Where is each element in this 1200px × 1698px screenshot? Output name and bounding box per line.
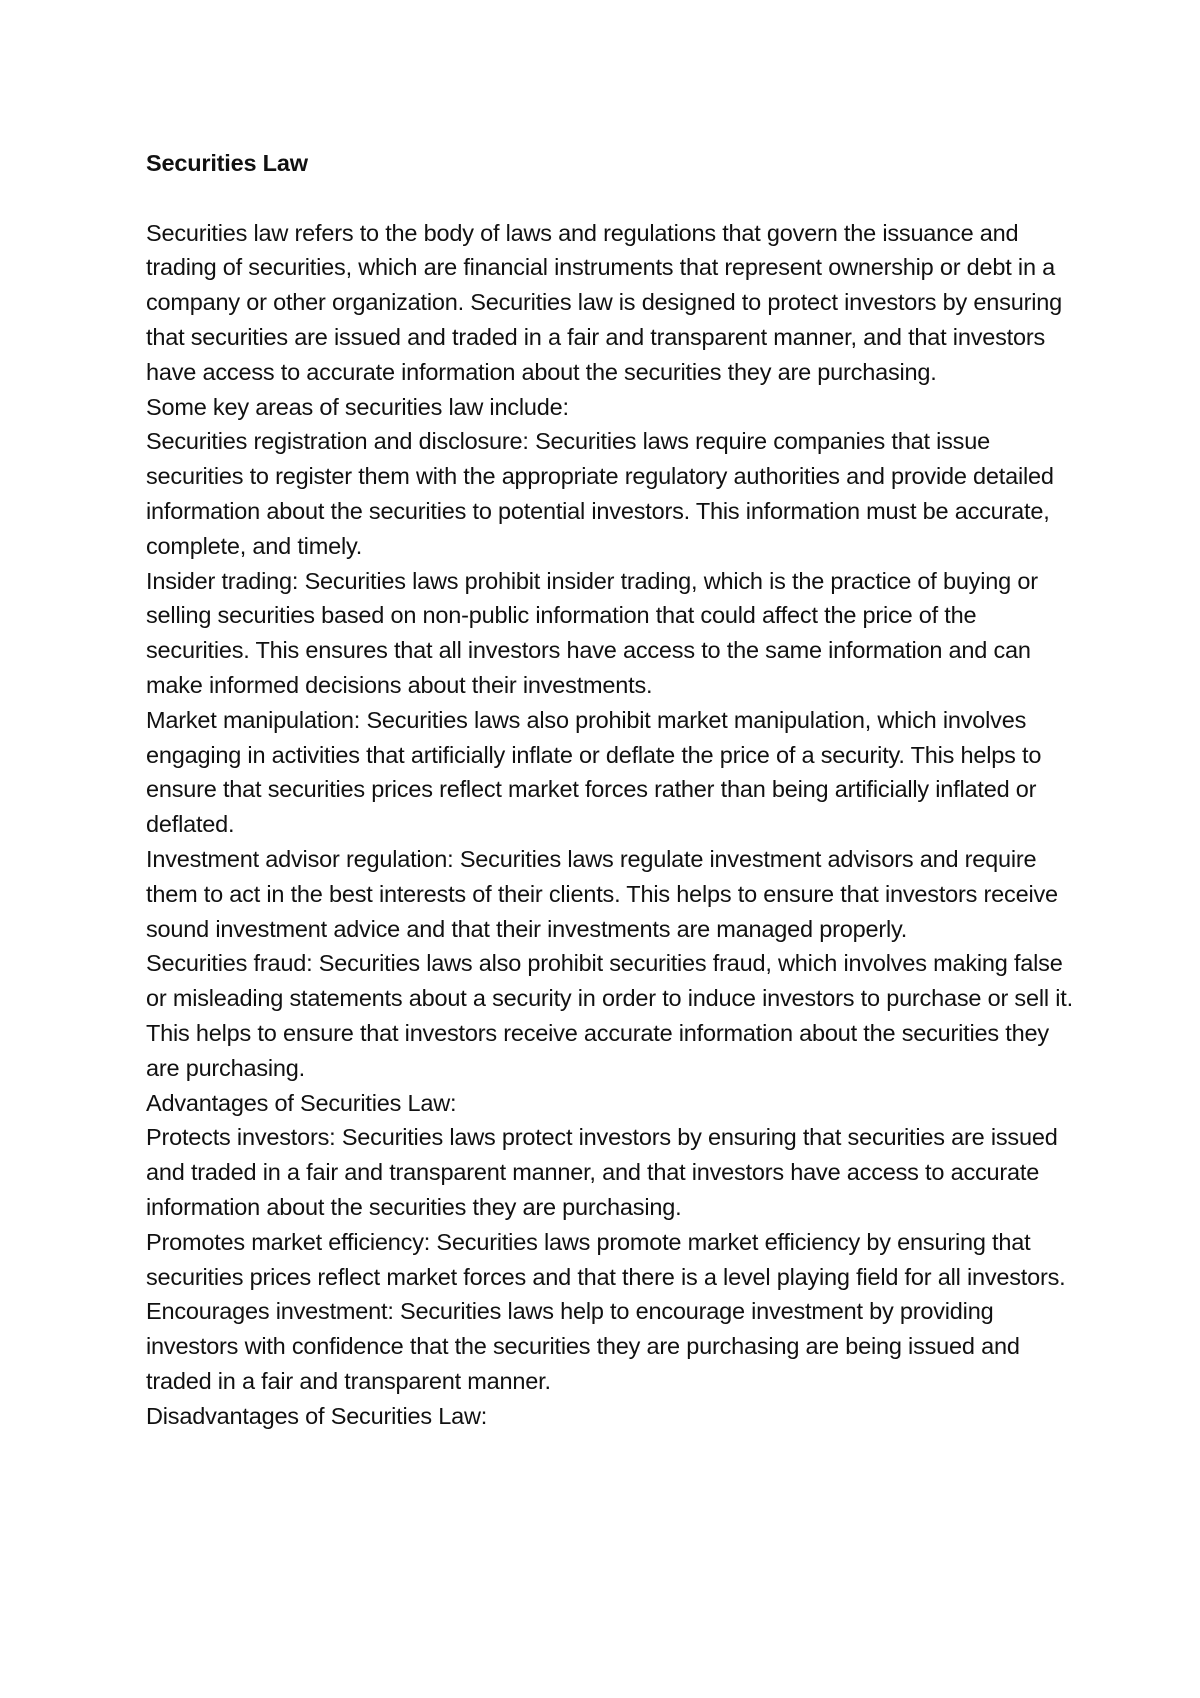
paragraph-market-manipulation: Market manipulation: Securities laws also prohibit market manipulation, which involves engaging in activities that artificially inflate or deflate the price of a security. This helps to ensure that securities prices reflect market forces rather than being artificially inflated or deflated.	[146, 706, 1042, 838]
paragraph-intro: Securities law refers to the body of laws and regulations that govern the issuance and trading of securities, which are financial instruments that represent ownership or debt in a company or other organization. Securities law is designed to protect investors by ensuring that securities are issued and traded in a fair and transparent manner, and that investors have access to accurate information about the securities they are purchasing.	[146, 219, 1062, 385]
paragraph-securities-fraud: Securities fraud: Securities laws also prohibit securities fraud, which involves making false or misleading statements about a security in order to induce investors to purchase or sell it. This helps to ensure that investors receive accurate information about the securities they are purchasing.	[146, 950, 1073, 1081]
paragraph-registration-disclosure: Securities registration and disclosure: Securities laws require companies that issue securities to register them with the appropriate regulatory authorities and provide detailed information about the securities to potential investors. This information must be accurate, complete, and timely.	[146, 428, 1054, 559]
paragraph-disadvantages-heading: Disadvantages of Securities Law:	[146, 1402, 488, 1429]
document-body	[146, 146, 1076, 1433]
paragraph-insider-trading: Insider trading: Securities laws prohibit insider trading, which is the practice of buying or selling securities based on non-public information that could affect the price of the securities. This ensures that all investors have access to the same information and can make informed decisions about their investments.	[146, 567, 1038, 698]
paragraph-advantages-heading: Advantages of Securities Law:	[146, 1089, 457, 1116]
paragraph-investment-advisor-regulation: Investment advisor regulation: Securities laws regulate investment advisors and require them to act in the best interests of their clients. This helps to ensure that investors receive sound investment advice and that their investments are managed properly.	[146, 845, 1058, 942]
paragraph-protects-investors: Protects investors: Securities laws protect investors by ensuring that securities are issued and traded in a fair and transparent manner, and that investors have access to accurate information about the securities they are purchasing.	[146, 1124, 1058, 1220]
paragraph-key-areas-heading: Some key areas of securities law include:	[146, 393, 569, 420]
paragraph-market-efficiency: Promotes market efficiency: Securities laws promote market efficiency by ensuring that securities prices reflect market forces and that there is a level playing field for all investors.	[146, 1228, 1066, 1290]
paragraph-encourages-investment: Encourages investment: Securities laws help to encourage investment by providing investors with confidence that the securities they are purchasing are being issued and traded in a fair and transparent manner.	[146, 1298, 1020, 1394]
document-title: Securities Law	[146, 150, 308, 176]
